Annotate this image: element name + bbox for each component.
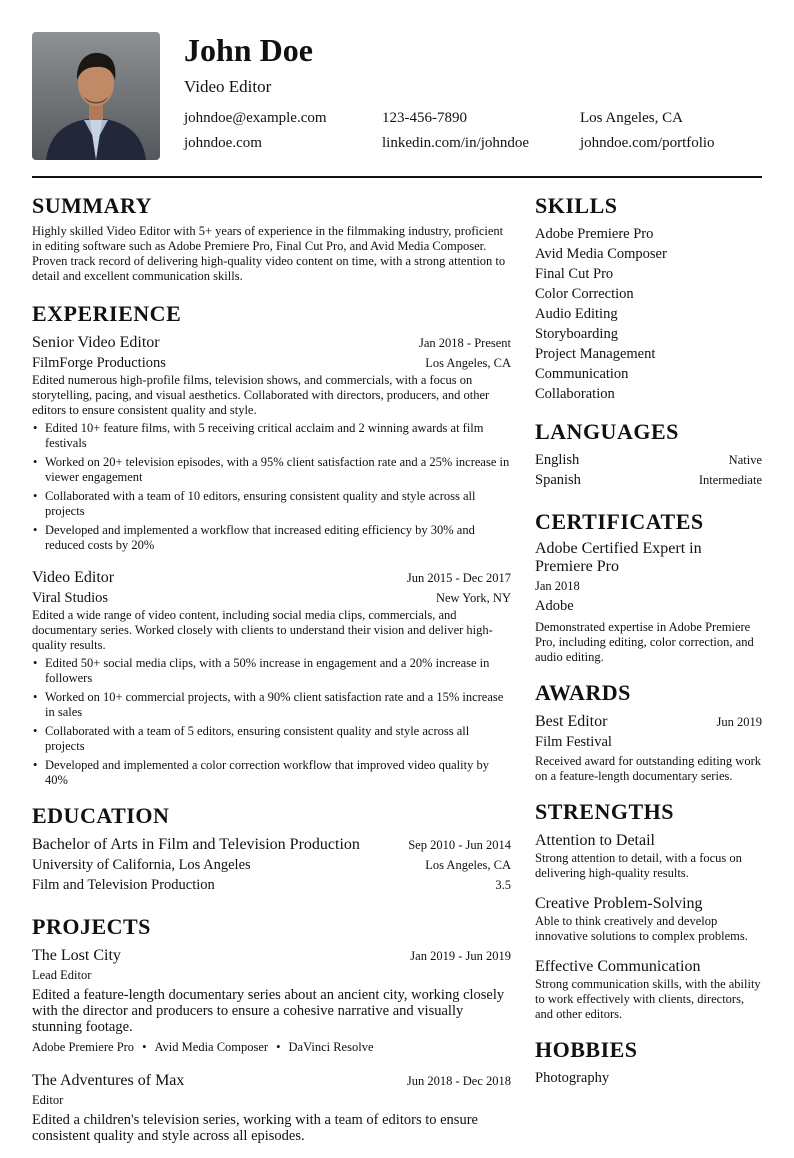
- section-heading: HOBBIES: [535, 1037, 638, 1062]
- company-name: FilmForge Productions: [32, 355, 166, 371]
- experience-section: [32, 300, 511, 788]
- bullet-icon: •: [33, 489, 38, 503]
- skills-section: [535, 192, 762, 404]
- job-location: New York, NY: [435, 591, 511, 605]
- awards-section: [535, 679, 762, 784]
- company-name: Viral Studios: [32, 590, 109, 606]
- award-name: Best Editor: [535, 713, 608, 730]
- list-item: • Edited 10+ feature films, with 5 receiving critical acclaim and 2 winning awards at film festivals: [33, 421, 484, 450]
- section-heading: SKILLS: [535, 193, 618, 218]
- strengths-section: [535, 798, 762, 1022]
- candidate-name: John Doe: [184, 32, 313, 68]
- language-name: Spanish: [535, 472, 581, 488]
- header-divider: [32, 176, 762, 178]
- date-range: Jan 2019 - Jun 2019: [410, 949, 511, 963]
- gpa-value: 3.5: [495, 878, 511, 892]
- section-heading: CERTIFICATES: [535, 509, 704, 534]
- skill-item: Avid Media Composer: [535, 246, 667, 262]
- list-item: • Collaborated with a team of 10 editors, ensuring consistent quality and style across all projects: [33, 489, 476, 518]
- section-heading: EDUCATION: [32, 803, 170, 828]
- tool-tag: Avid Media Composer: [154, 1040, 269, 1054]
- project-tools: [32, 1038, 511, 1056]
- certificate-name: Adobe Certified Expert in Premiere Pro: [535, 540, 702, 575]
- skill-item: Final Cut Pro: [535, 266, 614, 282]
- strength-entry: [535, 893, 762, 944]
- bullet-icon: •: [33, 421, 38, 435]
- separator-dot-icon: •: [276, 1040, 281, 1054]
- strength-entry: [535, 956, 762, 1022]
- field-of-study: Film and Television Production: [32, 877, 215, 893]
- language-row: [535, 450, 762, 470]
- date-range: Jun 2018 - Dec 2018: [406, 1074, 511, 1088]
- date-range: Jan 2018 - Present: [419, 336, 511, 350]
- school-location: Los Angeles, CA: [425, 858, 511, 872]
- bullet-icon: •: [33, 656, 38, 670]
- bullet-icon: •: [33, 724, 38, 738]
- languages-section: [535, 418, 762, 490]
- list-item: • Edited 50+ social media clips, with a 50% increase in engagement and a 20% increase in followers: [33, 656, 490, 685]
- award-issuer: Film Festival: [535, 734, 612, 750]
- section-heading: PROJECTS: [32, 914, 151, 939]
- strength-description: Able to think creatively and develop innovative solutions to complex problems.: [535, 914, 748, 943]
- hobbies-section: [535, 1036, 762, 1088]
- project-entry: [32, 945, 511, 1056]
- strength-description: Strong attention to detail, with a focus on delivering high-quality results.: [535, 851, 742, 880]
- list-item: • Collaborated with a team of 5 editors, ensuring consistent quality and style across all projects: [33, 724, 470, 753]
- section-heading: SUMMARY: [32, 193, 153, 218]
- phone-link[interactable]: 123-456-7890: [382, 110, 467, 126]
- skill-item: Color Correction: [535, 286, 634, 302]
- certificates-section: [535, 508, 762, 665]
- skill-item: Collaboration: [535, 386, 615, 402]
- strength-name: Effective Communication: [535, 958, 701, 975]
- role-title: Senior Video Editor: [32, 334, 160, 351]
- section-heading: LANGUAGES: [535, 419, 679, 444]
- project-name: The Adventures of Max: [32, 1072, 185, 1089]
- achievement-list: [32, 421, 511, 553]
- date-range: Sep 2010 - Jun 2014: [408, 838, 511, 852]
- website-link[interactable]: johndoe.com: [184, 135, 262, 151]
- list-item: • Worked on 20+ television episodes, with a 95% client satisfaction rate and a 25% increase in viewer engagement: [33, 455, 510, 484]
- award-date: Jun 2019: [716, 715, 762, 729]
- list-item: • Developed and implemented a color correction workflow that improved video quality by 40%: [33, 758, 489, 787]
- role-title: Video Editor: [32, 569, 115, 586]
- left-column: [32, 192, 511, 1158]
- profile-photo: [32, 32, 160, 160]
- skill-item: Project Management: [535, 346, 656, 362]
- language-level: Native: [728, 453, 762, 467]
- project-description: Edited a feature-length documentary series about an ancient city, working closely with the director and producers to ensure a cohesive narrative and visually stunning footage.: [32, 987, 505, 1035]
- bullet-icon: •: [33, 758, 38, 772]
- section-heading: STRENGTHS: [535, 799, 674, 824]
- language-row: [535, 470, 762, 490]
- language-name: English: [535, 452, 580, 468]
- project-name: The Lost City: [32, 947, 121, 964]
- job-description: Edited a wide range of video content, including social media clips, commercials, and documentary series. Worked closely with clients to understand their vision and deliver high-quality results.: [32, 608, 493, 652]
- strength-name: Attention to Detail: [535, 832, 655, 849]
- location-text: Los Angeles, CA: [580, 110, 683, 126]
- portfolio-link[interactable]: johndoe.com/portfolio: [580, 135, 715, 151]
- project-role: Editor: [32, 1093, 64, 1107]
- project-entry: [32, 1070, 511, 1144]
- language-level: Intermediate: [698, 473, 762, 487]
- person-portrait-icon: [32, 32, 160, 160]
- strength-name: Creative Problem-Solving: [535, 895, 703, 912]
- certificate-issuer: Adobe: [535, 598, 574, 614]
- achievement-list: [32, 656, 511, 788]
- education-section: [32, 802, 511, 895]
- right-column: [535, 192, 762, 1102]
- bullet-icon: •: [33, 690, 38, 704]
- strength-description: Strong communication skills, with the ability to work effectively with clients, directors, and other editors.: [535, 977, 761, 1021]
- certificate-description: Demonstrated expertise in Adobe Premiere Pro, including editing, color correction, and audio editing.: [535, 620, 754, 664]
- school-name: University of California, Los Angeles: [32, 857, 251, 873]
- section-heading: AWARDS: [535, 680, 631, 705]
- summary-text: Highly skilled Video Editor with 5+ years of experience in the filmmaking industry, proficient in editing software such as Adobe Premiere Pro, Final Cut Pro, and Avid Media Composer. Proven track record of delivering high-quality video content on time, with a strong attention to detail and excellent communication skills.: [32, 224, 506, 283]
- email-link[interactable]: johndoe@example.com: [184, 110, 327, 126]
- bullet-icon: •: [33, 455, 38, 469]
- summary-section: [32, 192, 511, 284]
- skill-item: Audio Editing: [535, 306, 618, 322]
- list-item: • Developed and implemented a workflow that increased editing efficiency by 30% and reduced costs by 20%: [33, 523, 475, 552]
- section-heading: EXPERIENCE: [32, 301, 182, 326]
- list-item: • Worked on 10+ commercial projects, with a 90% client satisfaction rate and a 15% increase in sales: [33, 690, 504, 719]
- date-range: Jun 2015 - Dec 2017: [406, 571, 511, 585]
- skill-item: Storyboarding: [535, 326, 618, 342]
- tool-tag: Adobe Premiere Pro: [32, 1040, 135, 1054]
- job-location: Los Angeles, CA: [425, 356, 511, 370]
- experience-entry: [32, 567, 511, 788]
- job-description: Edited numerous high-profile films, television shows, and commercials, with a focus on storytelling, pacing, and visual aesthetics. Collaborated with directors, producers, and other editors to ensure consistent quality and style.: [32, 373, 490, 417]
- project-description: Edited a children's television series, working with a team of editors to ensure consistent quality and style across all episodes.: [32, 1112, 478, 1144]
- strength-entry: [535, 830, 762, 881]
- job-title: Video Editor: [184, 77, 272, 96]
- degree-title: Bachelor of Arts in Film and Television Production: [32, 836, 360, 853]
- experience-entry: [32, 332, 511, 553]
- skill-item: Communication: [535, 366, 629, 382]
- hobby-item: Photography: [535, 1070, 610, 1086]
- award-description: Received award for outstanding editing work on a feature-length documentary series.: [535, 754, 761, 783]
- linkedin-link[interactable]: linkedin.com/in/johndoe: [382, 135, 530, 151]
- skill-item: Adobe Premiere Pro: [535, 226, 654, 242]
- certificate-date: Jan 2018: [535, 579, 580, 593]
- separator-dot-icon: •: [142, 1040, 147, 1054]
- bullet-icon: •: [33, 523, 38, 537]
- tool-tag: DaVinci Resolve: [288, 1040, 374, 1054]
- project-role: Lead Editor: [32, 968, 92, 982]
- projects-section: [32, 913, 511, 1144]
